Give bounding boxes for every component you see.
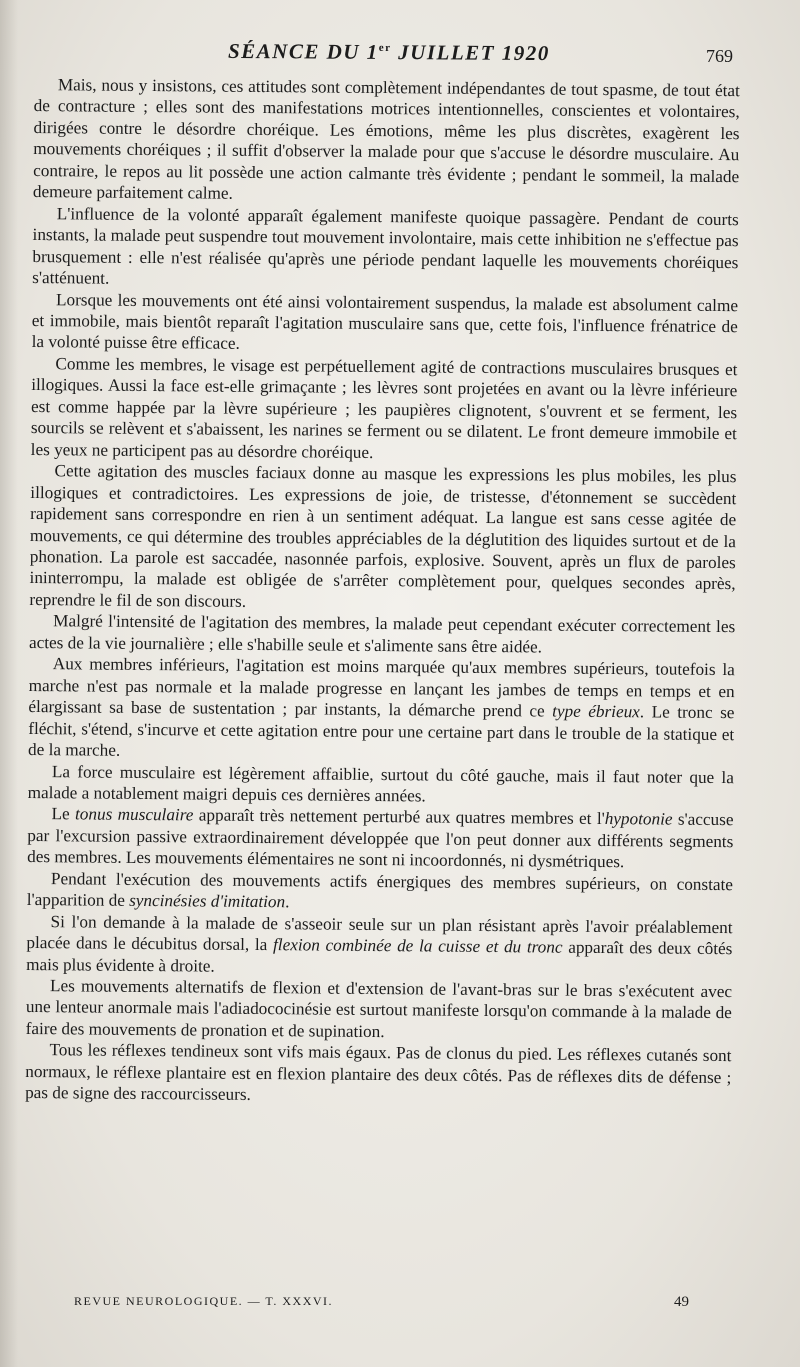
paragraph — [31, 353, 738, 466]
paragraph — [33, 74, 740, 209]
paragraph-text: Si l'on demande à la malade de s'asseoir seule sur un plan résistant après l'avoir préalablement placée dans le décubitus dorsal, la — [26, 911, 733, 955]
paragraph — [32, 203, 739, 295]
running-title-part-a: SÉANCE DU 1 — [227, 38, 379, 64]
paragraph-text: apparaît des deux côtés mais plus évidente à droite. — [26, 937, 733, 976]
paragraph-text: L'influence de la volonté apparaît également manifeste quoique passagère. Pendant de courts instants, la malade peut suspendre tout mouvement involontaire, mais cette inhibition ne s'effectue pas brusquement : elle n'est réalisée qu'après une période pendant laquelle les mouvements choréiques s'atténuent. — [32, 203, 739, 288]
paragraph-text: Cette agitation des muscles faciaux donne au masque les expressions les plus mobiles, les plus illogiques et contradictoires. Les expressions de joie, de tristesse, d'étonnement se succèdent rapidement sans correspondre en rien à un sentiment adéquat. La langue est sans cesse agitée de mouvements, ce qui détermine des troubles appréciables de la déglutition des liquides surtout et de la phonation. La parole est saccadée, nasonnée parfois, explosive. Souvent, après un flux de paroles ininterrompu, la malade est obligée de s'arrêter complètement pour, quelques secondes après, reprendre le fil de son discours. — [29, 461, 737, 611]
paragraph-text: Comme les membres, le visage est perpétuellement agité de contractions musculaires brusques et illogiques. Aussi la face est-elle grimaçante ; les lèvres sont projetées en avant ou la lèvre inférieure est comme happée par la lèvre supérieure ; les paupières clignotent, s'ouvrent et se ferment, les sourcils se relèvent et s'abaissent, les narines se ferment ou se dilatent. Le front demeure immobile et les yeux ne participent pas au désordre choréique. — [30, 354, 738, 462]
italic-text: flexion combinée de la cuisse et du tronc — [272, 935, 563, 957]
paragraph — [32, 289, 739, 360]
running-title — [228, 39, 550, 66]
paragraph-text: Les mouvements alternatifs de flexion et d'extension de l'avant-bras sur le bras s'exécutent avec une lenteur anormale mais l'adiadococinésie est surtout manifeste lorsqu'on commande à la malade de faire des mouvements de pronation et de supination. — [25, 976, 733, 1042]
journal-reference: REVUE NEUROLOGIQUE. — T. XXXVI. — [74, 1294, 334, 1308]
signature-mark: 49 — [674, 1294, 689, 1310]
paragraph-text: . — [285, 892, 290, 912]
paragraph-text: Lorsque les mouvements ont été ainsi volontairement suspendus, la malade est absolument calme et immobile, mais bientôt reparaît l'agitation musculaire sans que, cette fois, l'influence frénatrice de la volonté puisse être efficace. — [31, 289, 739, 354]
paragraph-text: apparaît très nettement perturbé aux quatres membres et l' — [193, 805, 605, 829]
paragraph-text: Aux membres inférieurs, l'agitation est moins marquée qu'aux membres supérieurs, toutefois la marche n'est pas normale et la malade progresse en lançant les jambes de temps en temps et en élargissant sa base de sustentation ; par instants, la démarche prend ce — [28, 654, 735, 721]
running-title-superscript: er — [378, 41, 392, 55]
paragraph-text: s'accuse par l'excursion passive extraordinairement développée que l'on peut donner aux différents segments des membres. Les mouvements élémentaires ne sont ni incoordonnés, ni dysmétriques. — [27, 810, 734, 872]
binding-shadow — [0, 0, 18, 1367]
paragraph-text: La force musculaire est légèrement affaiblie, surtout du côté gauche, mais il faut noter que la malade a notablement maigri depuis ces dernières années. — [27, 761, 734, 806]
page-number: 769 — [706, 46, 733, 66]
paragraph — [28, 760, 734, 809]
italic-text: type ébrieux — [552, 701, 640, 722]
paragraph — [25, 1039, 732, 1110]
paragraph — [27, 868, 733, 917]
italic-text: tonus musculaire — [74, 804, 194, 825]
paragraph — [29, 460, 736, 616]
paragraph — [26, 911, 733, 982]
paragraph-text: Malgré l'intensité de l'agitation des membres, la malade peut cependant exécuter correctement les actes de la vie journalière ; elle s'habille seule et s'alimente sans être aidée. — [28, 611, 736, 657]
paragraph-text: Mais, nous y insistons, ces attitudes sont complètement indépendantes de tout spasme, de tout état de contracture ; elles sont des manifestations motrices intentionnelles, conscientes et volontaires, dirigées contre le désordre choréique. Les émotions, même les plus discrètes, exagèrent les mouvements choréiques ; il suffit d'observer la malade pour que s'accuse le désordre musculaire. Au contraire, le repos au lit possède une action calmante très évidente ; pendant le sommeil, la malade demeure parfaitement calme. — [32, 75, 740, 204]
paragraph — [29, 610, 735, 659]
page-footer — [0, 1292, 800, 1322]
paragraph-text: Pendant l'exécution des mouvements actifs énergiques des membres supérieurs, on constate l'apparition de — [26, 868, 734, 911]
italic-text: hypotonie — [604, 809, 673, 830]
paragraph-text: Le — [51, 804, 76, 824]
body-text — [25, 74, 740, 1110]
paragraph-text: Tous les réflexes tendineux sont vifs mais égaux. Pas de clonus du pied. Les réflexes cutanés sont normaux, le réflexe plantaire est en flexion plantaire des deux côtés. Pas de réflexes dits de défense ; pas de signe des raccourcisseurs. — [25, 1040, 732, 1105]
paragraph — [27, 803, 734, 874]
paragraph — [28, 653, 735, 766]
paragraph — [26, 975, 733, 1046]
running-title-part-b: JUILLET 1920 — [391, 40, 550, 66]
page-header — [0, 36, 800, 72]
paragraph-text: . Le tronc se fléchit, s'étend, s'incurve et cette agitation entre pour une certaine part dans le trouble de la statique et de la marche. — [28, 702, 735, 760]
italic-text: syncinésies d'imitation — [129, 891, 286, 912]
